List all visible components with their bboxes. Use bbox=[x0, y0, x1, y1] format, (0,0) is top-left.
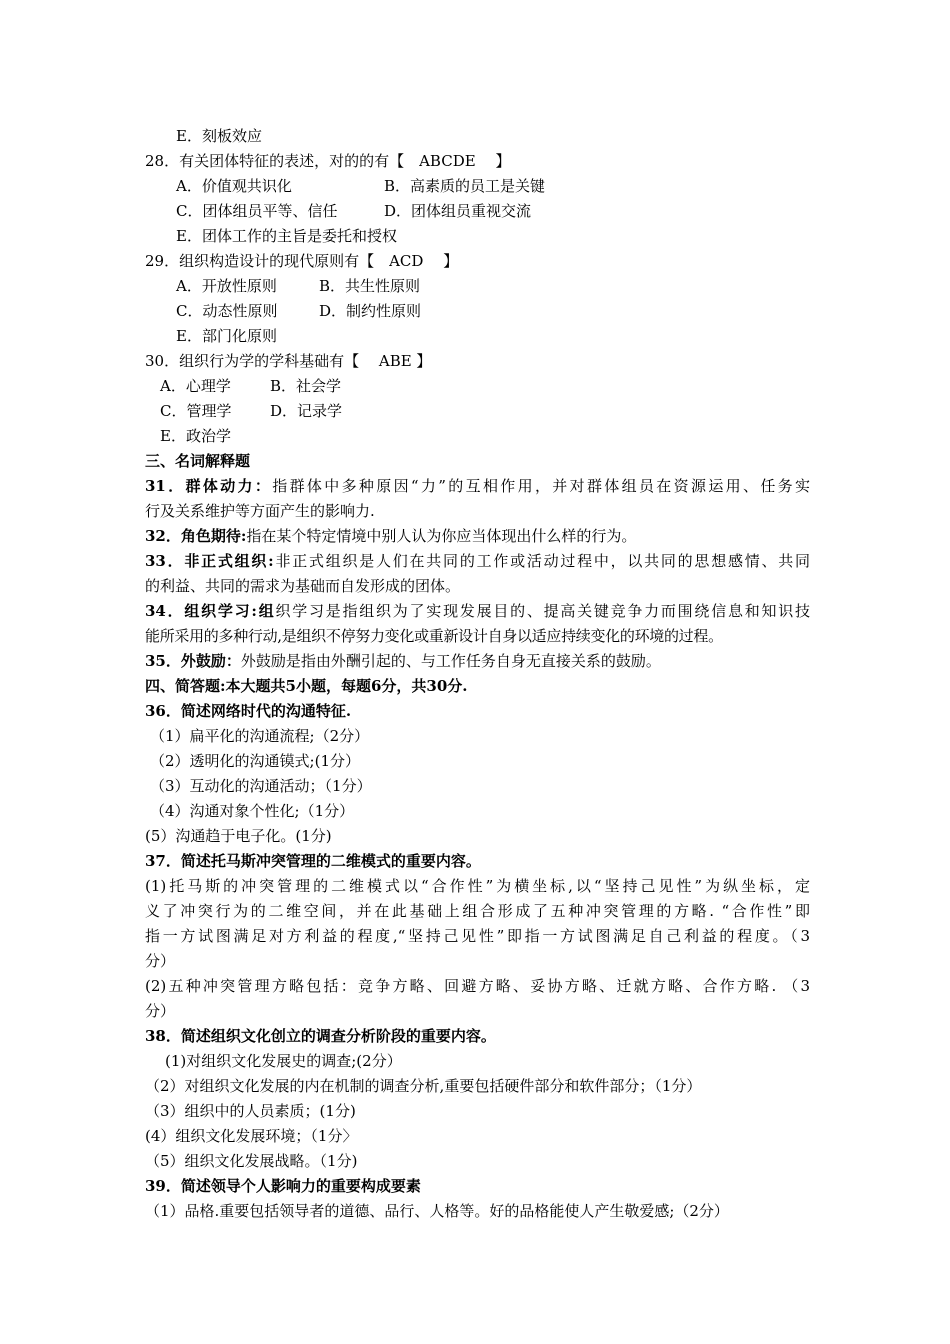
q31-line-2: 行及关系维护等方面产生的影响力. bbox=[145, 502, 375, 520]
q33-line-1 bbox=[145, 549, 810, 574]
q28-option-b: B．高素质的员工是关键 bbox=[384, 177, 546, 195]
q29-option-e: E．部门化原则 bbox=[176, 327, 277, 345]
q38-item: (1)对组织文化发展史的调查;(2分） bbox=[165, 1052, 402, 1070]
q37-paragraph-1-line: 指一方试图满足对方利益的程度,“坚持己见性”即指一方试图满足自己利益的程度。（3 bbox=[145, 927, 810, 945]
q34-term: 34．组织学习:组 bbox=[145, 602, 276, 620]
q35-line-1 bbox=[145, 649, 810, 674]
q34-line-2: 能所采用的多种行动,是组织不停努力变化或重新设计自身以适应持续变化的环境的过程。 bbox=[145, 627, 723, 645]
q38-title: 38．简述组织文化创立的调查分析阶段的重要内容。 bbox=[145, 1027, 496, 1045]
q34-definition: 织学习是指组织为了实现发展目的、提高关键竞争力而围绕信息和知识技 bbox=[275, 602, 810, 620]
q30-stem: 30．组织行为学的学科基础有【 ABE 】 bbox=[145, 352, 432, 370]
q29-stem: 29．组织构造设计的现代原则有【 ACD 】 bbox=[145, 252, 459, 270]
q37-paragraph-2-line: 分） bbox=[145, 1002, 176, 1020]
q36-item: （2）透明化的沟通镆式;(1分） bbox=[150, 752, 360, 770]
q29-option-c: C．动态性原则 bbox=[176, 302, 278, 320]
q28-option-d: D．团体组员重视交流 bbox=[384, 202, 532, 220]
section-3-heading: 三、名词解释题 bbox=[145, 452, 251, 470]
q36-item: （4）沟通对象个性化;（1分） bbox=[150, 802, 355, 820]
q36-item: （3）互动化的沟通活动；（1分） bbox=[150, 777, 372, 795]
q29-options-ab bbox=[176, 274, 841, 299]
q28-option-e: E．团体工作的主旨是委托和授权 bbox=[176, 227, 397, 245]
q31-definition: 指群体中多种原因“力”的互相作用，并对群体组员在资源运用、任务实 bbox=[272, 477, 811, 495]
q39-item: （1）品格.重要包括领导者的道德、品行、人格等。好的品格能使人产生敬爱感;（2分） bbox=[145, 1202, 729, 1220]
q30-options-cd bbox=[160, 399, 825, 424]
q36-item: （1）扁平化的沟通流程;（2分） bbox=[150, 727, 370, 745]
q29-options-cd bbox=[176, 299, 841, 324]
q32-term: 32．角色期待: bbox=[145, 527, 247, 545]
q31-term: 31．群体动力： bbox=[145, 477, 273, 495]
q32-definition: 指在某个特定情境中别人认为你应当体现出什么样的行为。 bbox=[246, 527, 637, 545]
q37-paragraph-1-line: 义了冲突行为的二维空间，并在此基础上组合形成了五种冲突管理的方略. “合作性”即 bbox=[145, 902, 810, 920]
q29-option-a: A．开放性原则 bbox=[176, 277, 277, 295]
q36-title: 36．简述网络时代的沟通特征. bbox=[145, 702, 352, 720]
q28-option-c: C．团体组员平等、信任 bbox=[176, 202, 338, 220]
q33-term: 33．非正式组织: bbox=[145, 552, 274, 570]
section-4-heading: 四、简答题:本大题共5小题，每题6分，共30分. bbox=[145, 677, 468, 695]
q30-option-e: E．政治学 bbox=[160, 427, 231, 445]
q28-option-a: A．价值观共识化 bbox=[176, 177, 292, 195]
q37-paragraph-2-line: (2)五种冲突管理方略包括：竞争方略、回避方略、妥协方略、迁就方略、合作方略. （3 bbox=[145, 977, 810, 995]
q30-option-c: C．管理学 bbox=[160, 402, 232, 420]
q30-option-a: A．心理学 bbox=[160, 377, 231, 395]
q37-paragraph-1-line: (1)托马斯的冲突管理的二维模式以“合作性”为横坐标,以“坚持己见性”为纵坐标，定 bbox=[145, 877, 810, 895]
q29-option-b: B．共生性原则 bbox=[319, 277, 421, 295]
q28-options-ab bbox=[176, 174, 841, 199]
q31-line-1 bbox=[145, 474, 810, 499]
q28-stem: 28．有关团体特征的表述，对的的有【 ABCDE 】 bbox=[145, 152, 511, 170]
q27-option-e: E．刻板效应 bbox=[176, 127, 262, 145]
q28-options-cd bbox=[176, 199, 841, 224]
q36-item: (5）沟通趋于电子化。(1分) bbox=[145, 827, 332, 845]
q38-item: （5）组织文化发展战略。（1分) bbox=[145, 1152, 358, 1170]
q32-line-1 bbox=[145, 524, 810, 549]
q30-options-ab bbox=[160, 374, 825, 399]
q35-term: 35．外鼓励： bbox=[145, 652, 241, 670]
q29-option-d: D．制约性原则 bbox=[319, 302, 422, 320]
q37-paragraph-1-line: 分） bbox=[145, 952, 176, 970]
q39-title: 39．简述领导个人影响力的重要构成要素 bbox=[145, 1177, 421, 1195]
q33-line-2: 的利益、共同的需求为基础而自发形成的团体。 bbox=[145, 577, 461, 595]
q34-line-1 bbox=[145, 599, 810, 624]
q38-item: （3）组织中的人员素质；(1分) bbox=[145, 1102, 356, 1120]
q35-definition: 外鼓励是指由外酬引起的、与工作任务自身无直接关系的鼓励。 bbox=[240, 652, 661, 670]
q30-option-b: B．社会学 bbox=[270, 377, 342, 395]
q33-definition: 非正式组织是人们在共同的工作或活动过程中，以共同的思想感情、共同 bbox=[273, 552, 810, 570]
q30-option-d: D．记录学 bbox=[270, 402, 343, 420]
q37-title: 37．简述托马斯冲突管理的二维模式的重要内容。 bbox=[145, 852, 481, 870]
q38-item: (4）组织文化发展环境；（1分〉 bbox=[145, 1127, 358, 1145]
q38-item: （2）对组织文化发展的内在机制的调查分析,重要包括硬件部分和软件部分；（1分） bbox=[145, 1077, 702, 1095]
